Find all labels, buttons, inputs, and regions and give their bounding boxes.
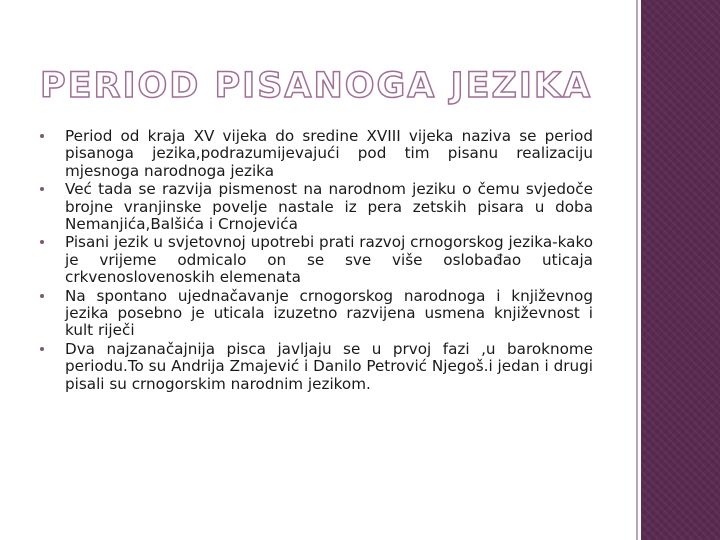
bullet-icon [40, 347, 44, 351]
bullet-text: Pisani jezik u svjetovnoj upotrebi prati razvoj crnogorskog jezika-kako je vrijeme odmicalo on se sve više oslobađao uticaja crkvenoslovenoskih elemenata [65, 233, 593, 287]
bullet-text: Dva najzanačajnija pisca javljaju se u prvoj fazi ,u baroknome periodu.To su Andrija Zmajević i Danilo Petrović Njegoš.i jedan i drugi pisali su crnogorskim narodnim jezikom. [65, 339, 593, 393]
bullet-text: Na spontano ujednačavanje crnogorskog narodnoga i književnog jezika posebno je uticala izuzetno razvijena usmena književnost i kult riječi [65, 286, 593, 340]
slide-title: PERIOD PISANOGA JEZIKA [40, 66, 593, 106]
bullet-text: Period od kraja XV vijeka do sredine XVIII vijeka naziva se period pisanoga jezika,podrazumijevajući pod tim pisanu realizaciju mjesnoga narodnoga jezika [65, 127, 593, 180]
sidebar-divider [636, 0, 638, 540]
decorative-sidebar [641, 0, 720, 540]
bullet-item [40, 288, 593, 340]
bullet-item [40, 128, 593, 180]
bullet-item [40, 341, 593, 393]
bullet-text: Već tada se razvija pismenost na narodnom jeziku o čemu svjedoče brojne vranjinske povelje nastale iz pera zetskih pisara u doba Nemanjića,Balšića i Crnojevića [65, 180, 593, 234]
bullet-list [40, 128, 593, 394]
bullet-icon [40, 294, 44, 298]
bullet-icon [40, 187, 44, 191]
bullet-icon [40, 240, 44, 244]
bullet-item [40, 234, 593, 286]
bullet-icon [40, 134, 44, 138]
bullet-item [40, 181, 593, 233]
